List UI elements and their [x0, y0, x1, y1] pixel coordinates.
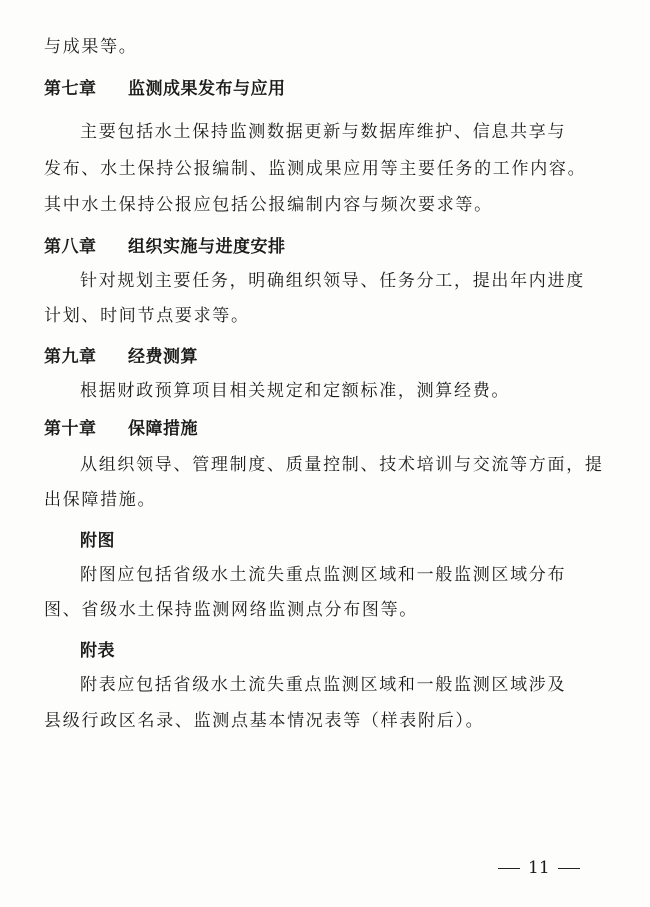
chapter-number: 第八章: [44, 237, 97, 257]
appendix-heading-figures: 附图: [80, 531, 115, 551]
chapter-heading-7: [44, 78, 286, 100]
body-text-line: 发布、水土保持公报编制、监测成果应用等主要任务的工作内容。: [44, 159, 587, 179]
chapter-heading-8: [44, 236, 286, 258]
body-text-line: 县级行政区名录、监测点基本情况表等（样表附后）。: [44, 711, 485, 731]
body-text-line: 计划、时间节点要求等。: [44, 306, 250, 326]
body-text-line: 附表应包括省级水土流失重点监测区域和一般监测区域涉及: [80, 675, 567, 695]
page-number-value: 11: [528, 858, 550, 878]
chapter-number: 第十章: [44, 419, 97, 439]
appendix-heading-tables: 附表: [80, 641, 115, 661]
page-number-dash-left: [498, 868, 520, 869]
body-text-line: 其中水土保持公报应包括公报编制内容与频次要求等。: [44, 195, 493, 215]
body-text-line: 出保障措施。: [44, 490, 157, 510]
body-text-line: 主要包括水土保持监测数据更新与数据库维护、信息共享与: [80, 122, 567, 142]
body-text-line: 根据财政预算项目相关规定和定额标准，测算经费。: [80, 381, 511, 401]
chapter-title: 经费测算: [128, 347, 198, 367]
body-text-line: 图、省级水土保持监测网络监测点分布图等。: [44, 600, 418, 620]
chapter-number: 第七章: [44, 79, 97, 99]
body-text-line: 附图应包括省级水土流失重点监测区域和一般监测区域分布: [80, 565, 567, 585]
body-text-line: 针对规划主要任务，明确组织领导、任务分工，提出年内进度: [80, 271, 585, 291]
page-number-dash-right: [558, 868, 580, 869]
chapter-title: 监测成果发布与应用: [128, 79, 286, 99]
chapter-heading-9: [44, 346, 198, 368]
chapter-title: 保障措施: [128, 419, 198, 439]
body-text-line: 与成果等。: [44, 37, 138, 57]
chapter-heading-10: [44, 418, 198, 440]
chapter-title: 组织实施与进度安排: [128, 237, 286, 257]
chapter-number: 第九章: [44, 347, 97, 367]
page-number: [498, 858, 580, 878]
body-text-line: 从组织领导、管理制度、质量控制、技术培训与交流等方面，提: [80, 455, 604, 475]
